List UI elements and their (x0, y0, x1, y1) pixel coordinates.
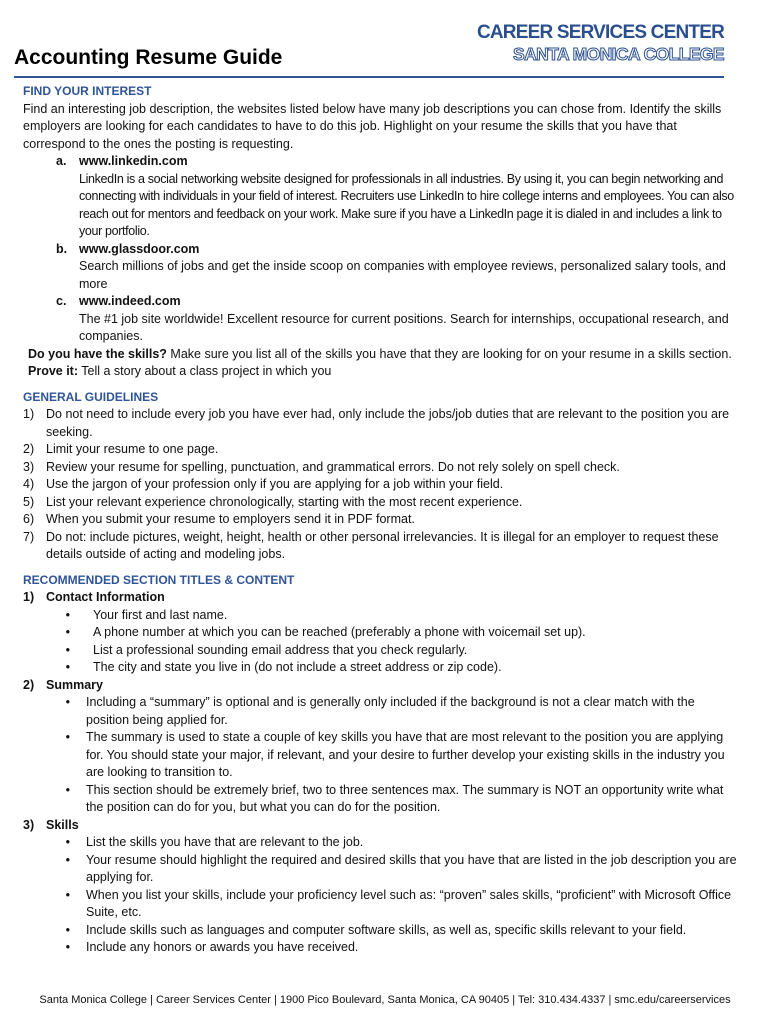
bullet-icon (48, 642, 70, 660)
brand-logo (477, 22, 724, 64)
job-site-link[interactable]: www.indeed.com (79, 294, 181, 308)
guideline-text: Limit your resume to one page. (46, 442, 219, 456)
skills-question-text: Make sure you list all of the skills you have that they are looking for on your resume in a skills section. (166, 346, 732, 361)
list-item-text: List the skills you have that are relevant to the job. (86, 835, 364, 849)
guideline-number: 1) (23, 407, 35, 421)
job-site-item (56, 241, 741, 294)
list-item (23, 939, 741, 957)
skills-question-label: Do you have the skills? (28, 346, 167, 361)
job-site-letter: c. (56, 294, 67, 308)
bullet-icon (48, 939, 70, 957)
job-sites-list (56, 153, 741, 346)
list-item-text: Include skills such as languages and computer software skills, as well as, specific skills relevant to your field. (86, 922, 687, 937)
recommended-sections-heading: RECOMMENDED SECTION TITLES & CONTENT (23, 572, 295, 587)
list-item (23, 782, 741, 817)
list-item (23, 922, 741, 940)
list-item (23, 694, 741, 729)
bullet-icon (48, 782, 70, 817)
guideline-number: 3) (23, 459, 35, 474)
section-number: 2) (23, 677, 35, 692)
list-item-text: This section should be extremely brief, two to three sentences max. The summary is NOT an opportunity write what the position can do for you, but what you can do for the position. (86, 782, 724, 814)
job-site-link[interactable]: www.glassdoor.com (79, 241, 200, 256)
brand-top-text: CAREER SERVICES CENTER (476, 22, 724, 43)
page-footer: Santa Monica College | Career Services Center | 1900 Pico Boulevard, Santa Monica, CA 90405 | Tel: 310.434.4337 | smc.edu/careerservices (39, 994, 731, 1006)
bullet-icon (48, 694, 70, 729)
bullet-icon (48, 922, 70, 940)
bullet-icon (48, 887, 70, 922)
guideline-item (23, 511, 741, 529)
list-item-text: When you list your skills, include your proficiency level such as: “proven” sales skills, “proficient” with Microsoft Office Suite, etc. (86, 887, 732, 919)
guideline-text: Do not need to include every job you have ever had, only include the jobs/job duties that are relevant to the position you are seeking. (46, 407, 730, 439)
guidelines-list (23, 406, 741, 564)
list-item (23, 642, 741, 660)
job-site-description: LinkedIn is a social networking website designed for professionals in all industries. By using it, you can begin networking and connecting with individuals in your field of interest. Recruiters use LinkedIn to hire college interns and employees. You can also reach out for mentors and feedback on your work. Make sure if you have a LinkedIn page it is dialed in and includes a link to your portfolio. (79, 171, 734, 238)
list-item (23, 834, 741, 852)
document-body (23, 83, 741, 957)
guideline-text: When you submit your resume to employers send it in PDF format. (46, 512, 415, 526)
skills-section (23, 817, 741, 957)
job-site-item (56, 153, 741, 241)
section-title: Summary (46, 677, 103, 692)
guideline-number: 4) (23, 477, 35, 491)
list-item (23, 659, 741, 677)
bullet-icon (48, 624, 70, 642)
list-item-text: Include any honors or awards you have received. (86, 940, 359, 954)
guideline-item (23, 441, 741, 459)
prove-it-label: Prove it: (28, 364, 79, 378)
guideline-number: 5) (23, 494, 35, 509)
list-item-text: The summary is used to state a couple of key skills you have that are most relevant to the position you are applying for. You should state your major, if relevant, and your desire to further develop your existing skills in the industry you are looking to transition to. (86, 730, 725, 779)
summary-section (23, 677, 741, 817)
job-site-item (56, 293, 741, 346)
skills-question (28, 346, 741, 364)
bullet-icon (48, 852, 70, 887)
job-site-link[interactable]: www.linkedin.com (79, 154, 188, 168)
guideline-item (23, 529, 741, 564)
list-item-text: Your first and last name. (93, 607, 228, 622)
list-item-text: Your resume should highlight the required and desired skills that you have that are listed in the job description you are applying for. (86, 852, 737, 884)
bullet-list (23, 607, 741, 677)
guideline-text: Review your resume for spelling, punctuation, and grammatical errors. Do not rely solely on spell check. (46, 459, 620, 474)
section-title: Contact Information (46, 590, 165, 604)
guideline-number: 2) (23, 442, 35, 456)
guideline-item (23, 494, 741, 512)
list-item-text: A phone number at which you can be reached (preferably a phone with voicemail set up). (93, 625, 586, 639)
list-item (23, 852, 741, 887)
guideline-item (23, 459, 741, 477)
job-site-letter: b. (56, 241, 68, 256)
job-site-description: Search millions of jobs and get the inside scoop on companies with employee reviews, personalized salary tools, and more (79, 259, 726, 291)
section-number: 1) (23, 590, 35, 604)
prove-it (28, 363, 741, 381)
guideline-number: 7) (23, 529, 35, 544)
list-item (23, 729, 741, 782)
contact-information-section (23, 589, 741, 677)
find-interest-heading: FIND YOUR INTEREST (23, 84, 152, 98)
bullet-icon (48, 659, 70, 677)
guideline-item (23, 406, 741, 441)
list-item (23, 624, 741, 642)
find-interest-intro: Find an interesting job description, the websites listed below have many job descriptions you can chose from. Identify the skills employers are looking for each candidates to have to do this job. Highlight on your resume the skills that you have that correspond to the ones the posting is requesting. (23, 101, 722, 151)
list-item (23, 607, 741, 625)
list-item-text: The city and state you live in (do not include a street address or zip code). (93, 660, 502, 674)
guideline-text: Use the jargon of your profession only if you are applying for a job within your field. (46, 477, 504, 491)
guideline-text: Do not: include pictures, weight, height, health or other personal irrelevancies. It is illegal for an employer to request these details outside of acting and modeling jobs. (46, 529, 719, 561)
page-title: Accounting Resume Guide (14, 46, 283, 69)
guideline-item (23, 476, 741, 494)
bullet-icon (48, 607, 70, 625)
prove-it-text: Tell a story about a class project in which you (78, 364, 332, 378)
header-divider (14, 76, 724, 78)
guideline-text: List your relevant experience chronologically, starting with the most recent experience. (46, 494, 523, 509)
job-site-letter: a. (56, 154, 67, 168)
section-title: Skills (46, 817, 79, 832)
guideline-number: 6) (23, 512, 35, 526)
general-guidelines-heading: GENERAL GUIDELINES (23, 389, 159, 404)
bullet-list (23, 834, 741, 957)
section-number: 3) (23, 817, 35, 832)
list-item-text: List a professional sounding email address that you check regularly. (93, 642, 468, 657)
list-item-text: Including a “summary” is optional and is generally only included if the background is not a clear match with the position being applied for. (86, 695, 695, 727)
bullet-list (23, 694, 741, 817)
bullet-icon (48, 729, 70, 782)
job-site-description: The #1 job site worldwide! Excellent resource for current positions. Search for internships, occupational research, and companies. (79, 311, 729, 343)
brand-bottom-text: SANTA MONICA COLLEGE (513, 44, 724, 64)
list-item (23, 887, 741, 922)
bullet-icon (48, 834, 70, 852)
